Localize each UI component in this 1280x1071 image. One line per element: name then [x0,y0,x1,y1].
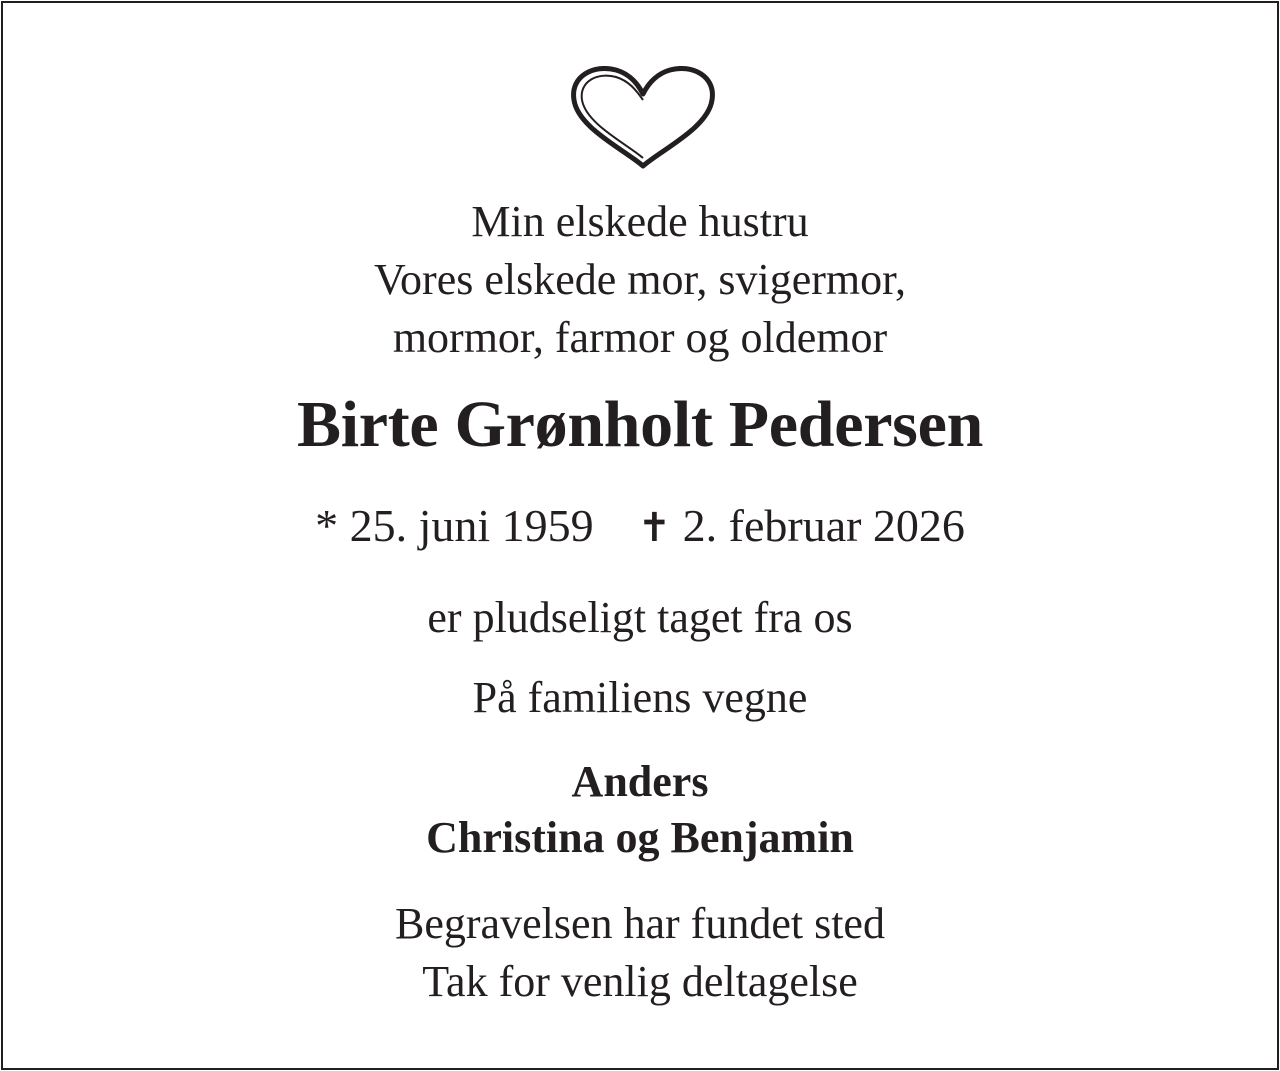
on-behalf-line: På familiens vegne [472,673,808,722]
closing-line-2: Tak for venlig deltagelse [422,957,858,1006]
signatory-2: Christina og Benjamin [426,813,854,862]
intro-line-2: Vores elskede mor, svigermor, [373,255,907,304]
life-dates [3,500,1277,551]
heart-outline-icon [570,66,716,170]
born-symbol: * [315,500,339,551]
intro-line-3: mormor, farmor og oldemor [392,313,888,362]
born-date: 25. juni 1959 [349,500,594,551]
closing-line-1: Begravelsen har fundet sted [395,899,885,948]
cross-icon: ✝ [637,505,672,550]
obituary-notice [1,1,1279,1070]
intro-line-1: Min elskede hustru [471,197,809,246]
deceased-name: Birte Grønholt Pedersen [297,388,983,461]
died-date: 2. februar 2026 [682,500,965,551]
signatory-1: Anders [571,757,709,806]
death-message: er pludseligt taget fra os [427,593,853,642]
